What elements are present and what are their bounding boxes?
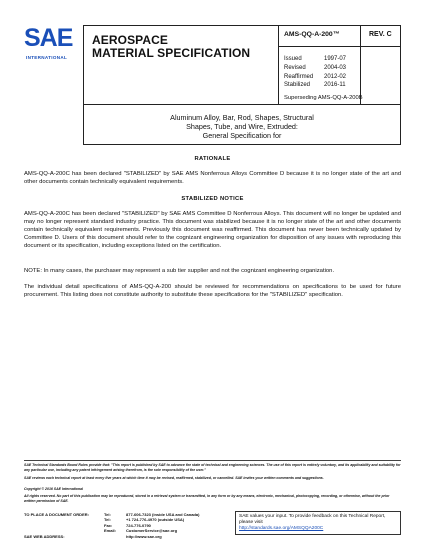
header-divider (278, 46, 361, 47)
website-link[interactable]: http://www.sae.org (126, 533, 162, 539)
document-subject: Aluminum Alloy, Bar, Rod, Shapes, Structural Shapes, Tube, and Wire, Extruded: General Specification for (170, 113, 314, 140)
order-contacts: TO PLACE A DOCUMENT ORDER: Tel: 877-606-7323 (inside USA and Canada) Tel: +1 724-776-4970 (outside USA) Fax: 724-776-0790 Email: CustomerService@sae.org SAE WEB ADDRESS: http://www.sae.org (24, 512, 200, 539)
rationale-text: AMS-QQ-A-200C has been declared "STABILIZED" by SAE AMS Nonferrous Alloys Committee D because it is no longer state of the art and other documents contain technically equivalent requirements. (24, 171, 401, 185)
date-row: Revised 2004-03 (284, 64, 347, 71)
feedback-text: SAE values your input. To provide feedback on this Technical Report, please visit http://standards.sae.org/AMSQQA200C (239, 514, 386, 531)
final-text: The individual detail specifications of AMS-QQ-A-200 should be reviewed for recommendations on specifications to be used for future procurement. This listing does not constitute authority to substitute these specifications for the "STABILIZED" specification. (24, 284, 401, 298)
document-id: AMS-QQ-A-200™ (284, 31, 340, 38)
superseding-note: Superseding AMS-QQ-A-200B (284, 95, 363, 101)
stabilized-text: AMS-QQ-A-200C has been declared "STABILIZED" by SAE AMS Committee D Nonferrous Alloys. This document will no longer be updated and may no longer represent standard industry practice. This document was stabilized because it is no longer state of the art and other documents contain technically equivalent requirements. Previously this document was reaffirmed. This document has never been technically updated by Committee D. Users of this document should refer to the cognizant engineering organization for disposition of any issues with reproducing this document or its specification, including exceptions listed on the certification. (24, 211, 401, 249)
technical-policy: SAE Technical Standards Board Rules provide that: "This report is published by SAE to advance the state of technical and engineering sciences. The use of this report is entirely voluntary, and its applicability and suitability for any particular use, including any patent infringement arising therefrom, is the sole responsibility of the user." (24, 463, 401, 472)
date-row: Issued 1997-07 (284, 56, 347, 62)
date-row: Stabilized 2016-11 (284, 82, 346, 89)
copyright: Copyright © 2016 SAE International (24, 487, 83, 491)
note-text: NOTE: In many cases, the purchaser may represent a sub tier supplier and not the cognizant engineering organization. (24, 268, 335, 274)
sae-logo: SAE (24, 24, 73, 52)
revision-label: REV. C (369, 31, 392, 38)
review-policy: SAE reviews each technical report at least every five years at which time it may be revised, reaffirmed, stabilized, or cancelled. SAE invites your written comments and suggestions. (24, 476, 324, 480)
date-row: Reaffirmed 2012-02 (284, 73, 347, 80)
header-divider (361, 46, 401, 47)
footer-rule (24, 460, 401, 461)
rights-notice: All rights reserved. No part of this publication may be reproduced, stored in a retrieval system or transmitted, in any form or by any means, electronic, mechanical, photocopying, recording, or otherwise, without the prior written permission of SAE. (24, 494, 390, 503)
sae-logo-subtitle: INTERNATIONAL (26, 55, 68, 60)
email-link[interactable]: CustomerService@sae.org (126, 528, 178, 534)
date-table (284, 55, 346, 90)
document-title: AEROSPACE MATERIAL SPECIFICATION (92, 33, 251, 60)
stabilized-heading: STABILIZED NOTICE (181, 196, 244, 202)
feedback-link[interactable]: http://standards.sae.org/AMSQQA200C (239, 525, 324, 531)
rationale-heading: RATIONALE (194, 156, 231, 162)
